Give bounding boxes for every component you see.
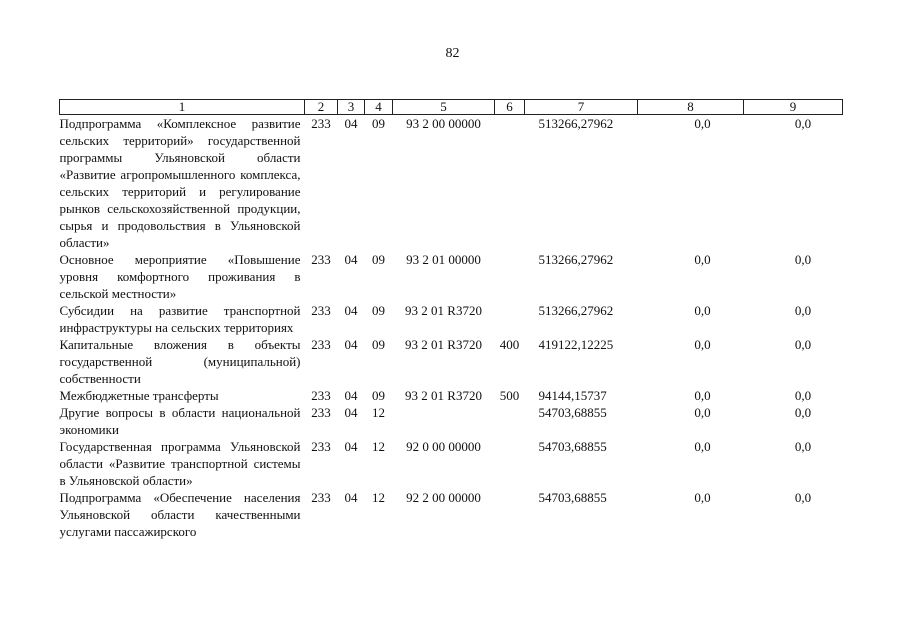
row-code-5: 93 2 01 R3720 — [405, 388, 482, 403]
row-code-4: 12 — [372, 439, 385, 454]
row-amount-9: 0,0 — [794, 490, 812, 505]
row-code-2: 233 — [311, 116, 331, 131]
header-col-4: 4 — [365, 100, 393, 115]
row-code-5: 93 2 00 00000 — [406, 116, 481, 131]
row-amount-9: 0,0 — [794, 252, 812, 267]
header-col-3: 3 — [338, 100, 365, 115]
budget-table — [59, 99, 843, 540]
row-name: Подпрограмма «Комплексное развитие сельских территорий» государственной программы Ульяновской области «Развитие агропромышленного комплекса, сельских территорий и регулирование рынков сельскохозяйственной продукции, сырья и продовольствия в Ульяновской области» — [59, 116, 301, 250]
row-amount-8: 0,0 — [694, 439, 711, 454]
row-code-6: 400 — [499, 337, 520, 352]
row-amount-7: 419122,12225 — [538, 337, 614, 352]
row-name: Подпрограмма «Обеспечение населения Ульяновской области качественными услугами пассажирского — [59, 490, 301, 539]
row-code-2: 233 — [311, 439, 331, 454]
row-code-3: 04 — [344, 116, 358, 131]
row-code-4: 09 — [372, 116, 385, 131]
row-amount-9: 0,0 — [794, 405, 812, 420]
row-code-6 — [495, 302, 525, 336]
row-amount-8: 0,0 — [694, 252, 711, 267]
row-amount-9: 0,0 — [794, 388, 812, 403]
header-col-6: 6 — [495, 100, 525, 115]
row-code-2: 233 — [311, 388, 331, 403]
row-code-4: 12 — [372, 490, 385, 505]
table-row — [60, 404, 843, 438]
header-col-8: 8 — [638, 100, 744, 115]
row-code-6 — [495, 489, 525, 540]
row-code-6 — [495, 404, 525, 438]
row-code-5: 93 2 01 R3720 — [405, 303, 482, 318]
row-name: Другие вопросы в области национальной экономики — [59, 405, 301, 437]
table-row — [60, 115, 843, 252]
header-col-9: 9 — [744, 100, 843, 115]
row-code-3: 04 — [344, 405, 358, 420]
row-code-3: 04 — [344, 252, 358, 267]
row-amount-8: 0,0 — [694, 388, 711, 403]
header-col-2: 2 — [305, 100, 338, 115]
row-name: Государственная программа Ульяновской области «Развитие транспортной системы в Ульяновской области» — [59, 439, 301, 488]
row-name: Капитальные вложения в объекты государственной (муниципальной) собственности — [59, 337, 301, 386]
row-amount-7: 54703,68855 — [538, 439, 607, 454]
row-code-2: 233 — [311, 337, 331, 352]
row-code-4: 12 — [372, 405, 385, 420]
row-code-2: 233 — [311, 303, 331, 318]
row-code-3: 04 — [344, 490, 358, 505]
row-code-2: 233 — [311, 490, 331, 505]
row-amount-9: 0,0 — [794, 303, 812, 318]
row-amount-7: 513266,27962 — [538, 303, 614, 318]
row-code-2: 233 — [311, 252, 331, 267]
row-name: Субсидии на развитие транспортной инфраструктуры на сельских территориях — [59, 303, 301, 335]
row-amount-8: 0,0 — [694, 303, 711, 318]
row-code-5 — [393, 404, 495, 438]
row-amount-9: 0,0 — [794, 116, 812, 131]
row-code-4: 09 — [372, 252, 385, 267]
row-amount-7: 513266,27962 — [538, 252, 614, 267]
row-name: Основное мероприятие «Повышение уровня комфортного проживания в сельской местности» — [59, 252, 301, 301]
row-code-6 — [495, 115, 525, 252]
row-code-3: 04 — [344, 388, 358, 403]
row-code-2: 233 — [311, 405, 331, 420]
row-amount-8: 0,0 — [694, 337, 711, 352]
table-row — [60, 302, 843, 336]
row-code-5: 92 2 00 00000 — [406, 490, 481, 505]
header-col-7: 7 — [525, 100, 638, 115]
table-row — [60, 489, 843, 540]
row-name: Межбюджетные трансферты — [59, 388, 219, 403]
row-code-3: 04 — [344, 439, 358, 454]
row-code-4: 09 — [372, 303, 385, 318]
row-amount-7: 513266,27962 — [538, 116, 614, 131]
row-amount-7: 94144,15737 — [538, 388, 607, 403]
row-code-6 — [495, 438, 525, 489]
page-number: 82 — [445, 46, 460, 61]
row-code-5: 92 0 00 00000 — [406, 439, 481, 454]
row-code-5: 93 2 01 00000 — [406, 252, 481, 267]
table-header-row — [60, 100, 843, 115]
header-col-5: 5 — [393, 100, 495, 115]
row-amount-8: 0,0 — [694, 116, 711, 131]
row-amount-8: 0,0 — [694, 405, 711, 420]
row-code-5: 93 2 01 R3720 — [405, 337, 482, 352]
row-code-3: 04 — [344, 303, 358, 318]
row-code-6 — [495, 251, 525, 302]
header-col-1: 1 — [60, 100, 305, 115]
row-amount-7: 54703,68855 — [538, 405, 607, 420]
row-amount-9: 0,0 — [794, 337, 812, 352]
row-code-3: 04 — [344, 337, 358, 352]
table-row — [60, 438, 843, 489]
row-amount-8: 0,0 — [694, 490, 711, 505]
row-code-4: 09 — [372, 337, 385, 352]
table-row — [60, 387, 843, 404]
row-code-6: 500 — [499, 388, 520, 403]
table-row — [60, 336, 843, 387]
row-code-4: 09 — [372, 388, 385, 403]
table-row — [60, 251, 843, 302]
row-amount-9: 0,0 — [794, 439, 812, 454]
row-amount-7: 54703,68855 — [538, 490, 607, 505]
